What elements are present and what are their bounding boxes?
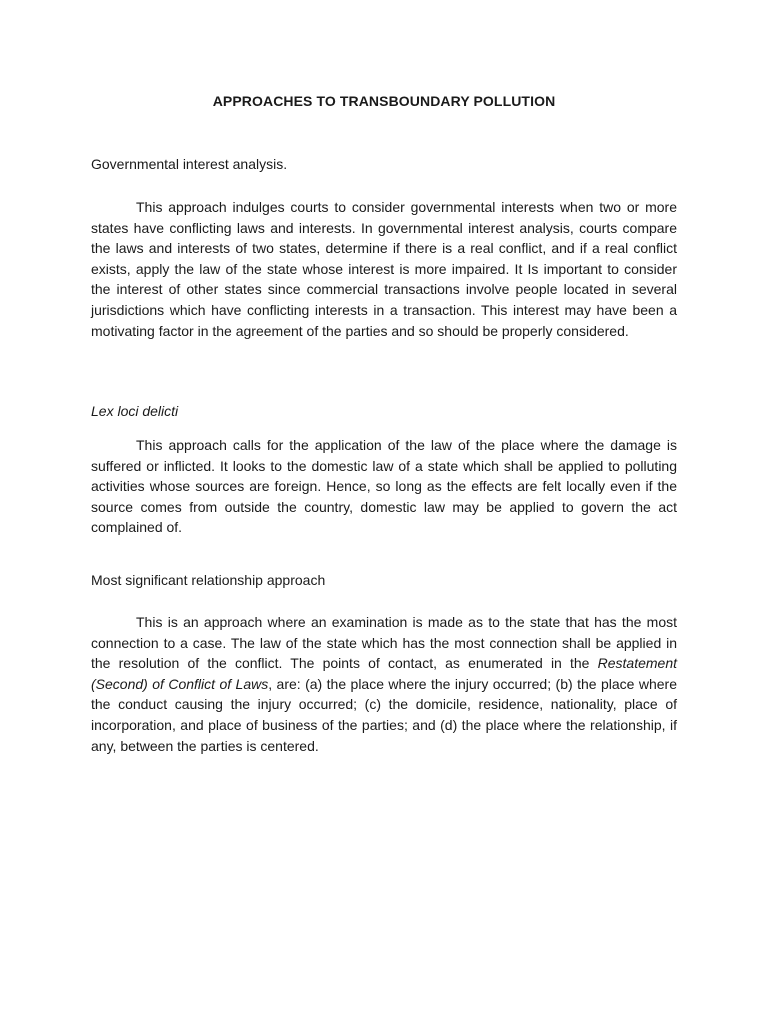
section-paragraph-lex-loci-delicti: This approach calls for the application of the law of the place where the damage is suffered or inflicted. It looks to the domestic law of a state which shall be applied to polluting activities whose sources are foreign. Hence, so long as the effects are felt locally even if the source comes from outside the country, domestic law may be applied to govern the act complained of. bbox=[91, 437, 677, 536]
section-heading-governmental-interest: Governmental interest analysis. bbox=[91, 156, 288, 172]
section-heading-most-significant-relationship: Most significant relationship approach bbox=[91, 572, 326, 588]
paragraph-text-part1: This is an approach where an examination is made as to the state that has the most connection to a case. The law of the state which has the most connection shall be applied in the resolution of the conflict. The points of contact, as enumerated in the bbox=[91, 614, 677, 672]
paragraph-text-part2: , are: (a) the place where the injury occurred; (b) the place where the conduct causing the injury occurred; (c) the domicile, residence, nationality, place of incorporation, and place of business of the parties; and (d) the place where the relationship, if any, between the parties is centered. bbox=[91, 675, 677, 754]
restatement-citation: Restatement (Second) of Conflict of Laws bbox=[91, 655, 677, 692]
section-heading-lex-loci-delicti: Lex loci delicti bbox=[91, 403, 179, 419]
section-paragraph-most-significant-relationship bbox=[91, 612, 677, 756]
document-title: APPROACHES TO TRANSBOUNDARY POLLUTION bbox=[212, 93, 556, 109]
section-paragraph-governmental-interest: This approach indulges courts to consider governmental interests when two or more states have conflicting laws and interests. In governmental interest analysis, courts compare the laws and interests of two states, determine if there is a real conflict, and if a real conflict exists, apply the law of the state whose interest is more impaired. It Is important to consider the interest of other states since commercial transactions involve people located in several jurisdictions which have conflicting interests in a transaction. This interest may have been a motivating factor in the agreement of the parties and so should be properly considered. bbox=[91, 199, 677, 339]
